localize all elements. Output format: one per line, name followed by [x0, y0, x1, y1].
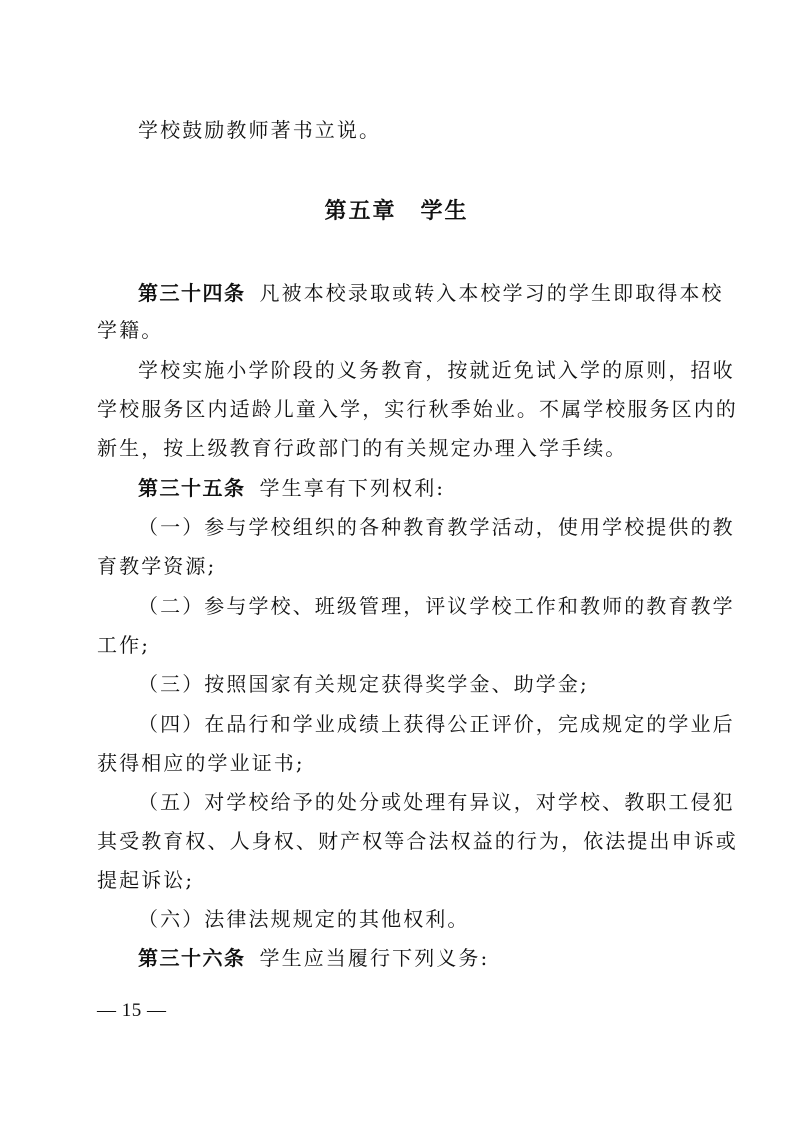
right-item-5-line-1: （五）对学校给予的处分或处理有异议，对学校、教职工侵犯: [138, 790, 735, 814]
article-34-line-1: [138, 280, 724, 306]
admission-paragraph-line-1: 学校实施小学阶段的义务教育，按就近免试入学的原则，招收: [138, 358, 735, 382]
right-item-5-line-2: 其受教育权、人身权、财产权等合法权益的行为，依法提出申诉或: [97, 829, 738, 853]
article-34-label: 第三十四条: [138, 281, 246, 305]
article-36-text: 学生应当履行下列义务:: [259, 946, 490, 970]
article-35-text: 学生享有下列权利:: [259, 476, 446, 500]
right-item-4-line-1: （四）在品行和学业成绩上获得公正评价，完成规定的学业后: [138, 712, 735, 736]
article-34-line-2: 学籍。: [97, 318, 164, 342]
admission-paragraph-line-3: 新生，按上级教育行政部门的有关规定办理入学手续。: [97, 436, 628, 460]
article-34-text: 凡被本校录取或转入本校学习的学生即取得本校: [259, 281, 724, 305]
right-item-4-line-2: 获得相应的学业证书;: [97, 751, 305, 775]
continuation-text: 学校鼓励教师著书立说。: [138, 118, 382, 142]
chapter-title: 第五章 学生: [324, 199, 469, 224]
right-item-6-line-1: （六）法律法规规定的其他权利。: [138, 907, 470, 931]
article-36-line: [138, 945, 698, 971]
right-item-5-line-3: 提起诉讼;: [97, 868, 195, 892]
right-item-1-line-2: 育教学资源;: [97, 554, 217, 578]
admission-paragraph-line-2: 学校服务区内适龄儿童入学，实行秋季始业。不属学校服务区内的: [97, 397, 738, 421]
right-item-2-line-2: 工作;: [97, 633, 151, 657]
article-35-line: [138, 475, 698, 501]
article-36-label: 第三十六条: [138, 946, 246, 970]
right-item-3-line-1: （三）按照国家有关规定获得奖学金、助学金;: [138, 672, 589, 696]
right-item-2-line-1: （二）参与学校、班级管理，评议学校工作和教师的教育教学: [138, 594, 735, 618]
right-item-1-line-1: （一）参与学校组织的各种教育教学活动，使用学校提供的教: [138, 515, 735, 539]
page-number: — 15 —: [97, 1000, 167, 1021]
article-35-label: 第三十五条: [138, 476, 246, 500]
